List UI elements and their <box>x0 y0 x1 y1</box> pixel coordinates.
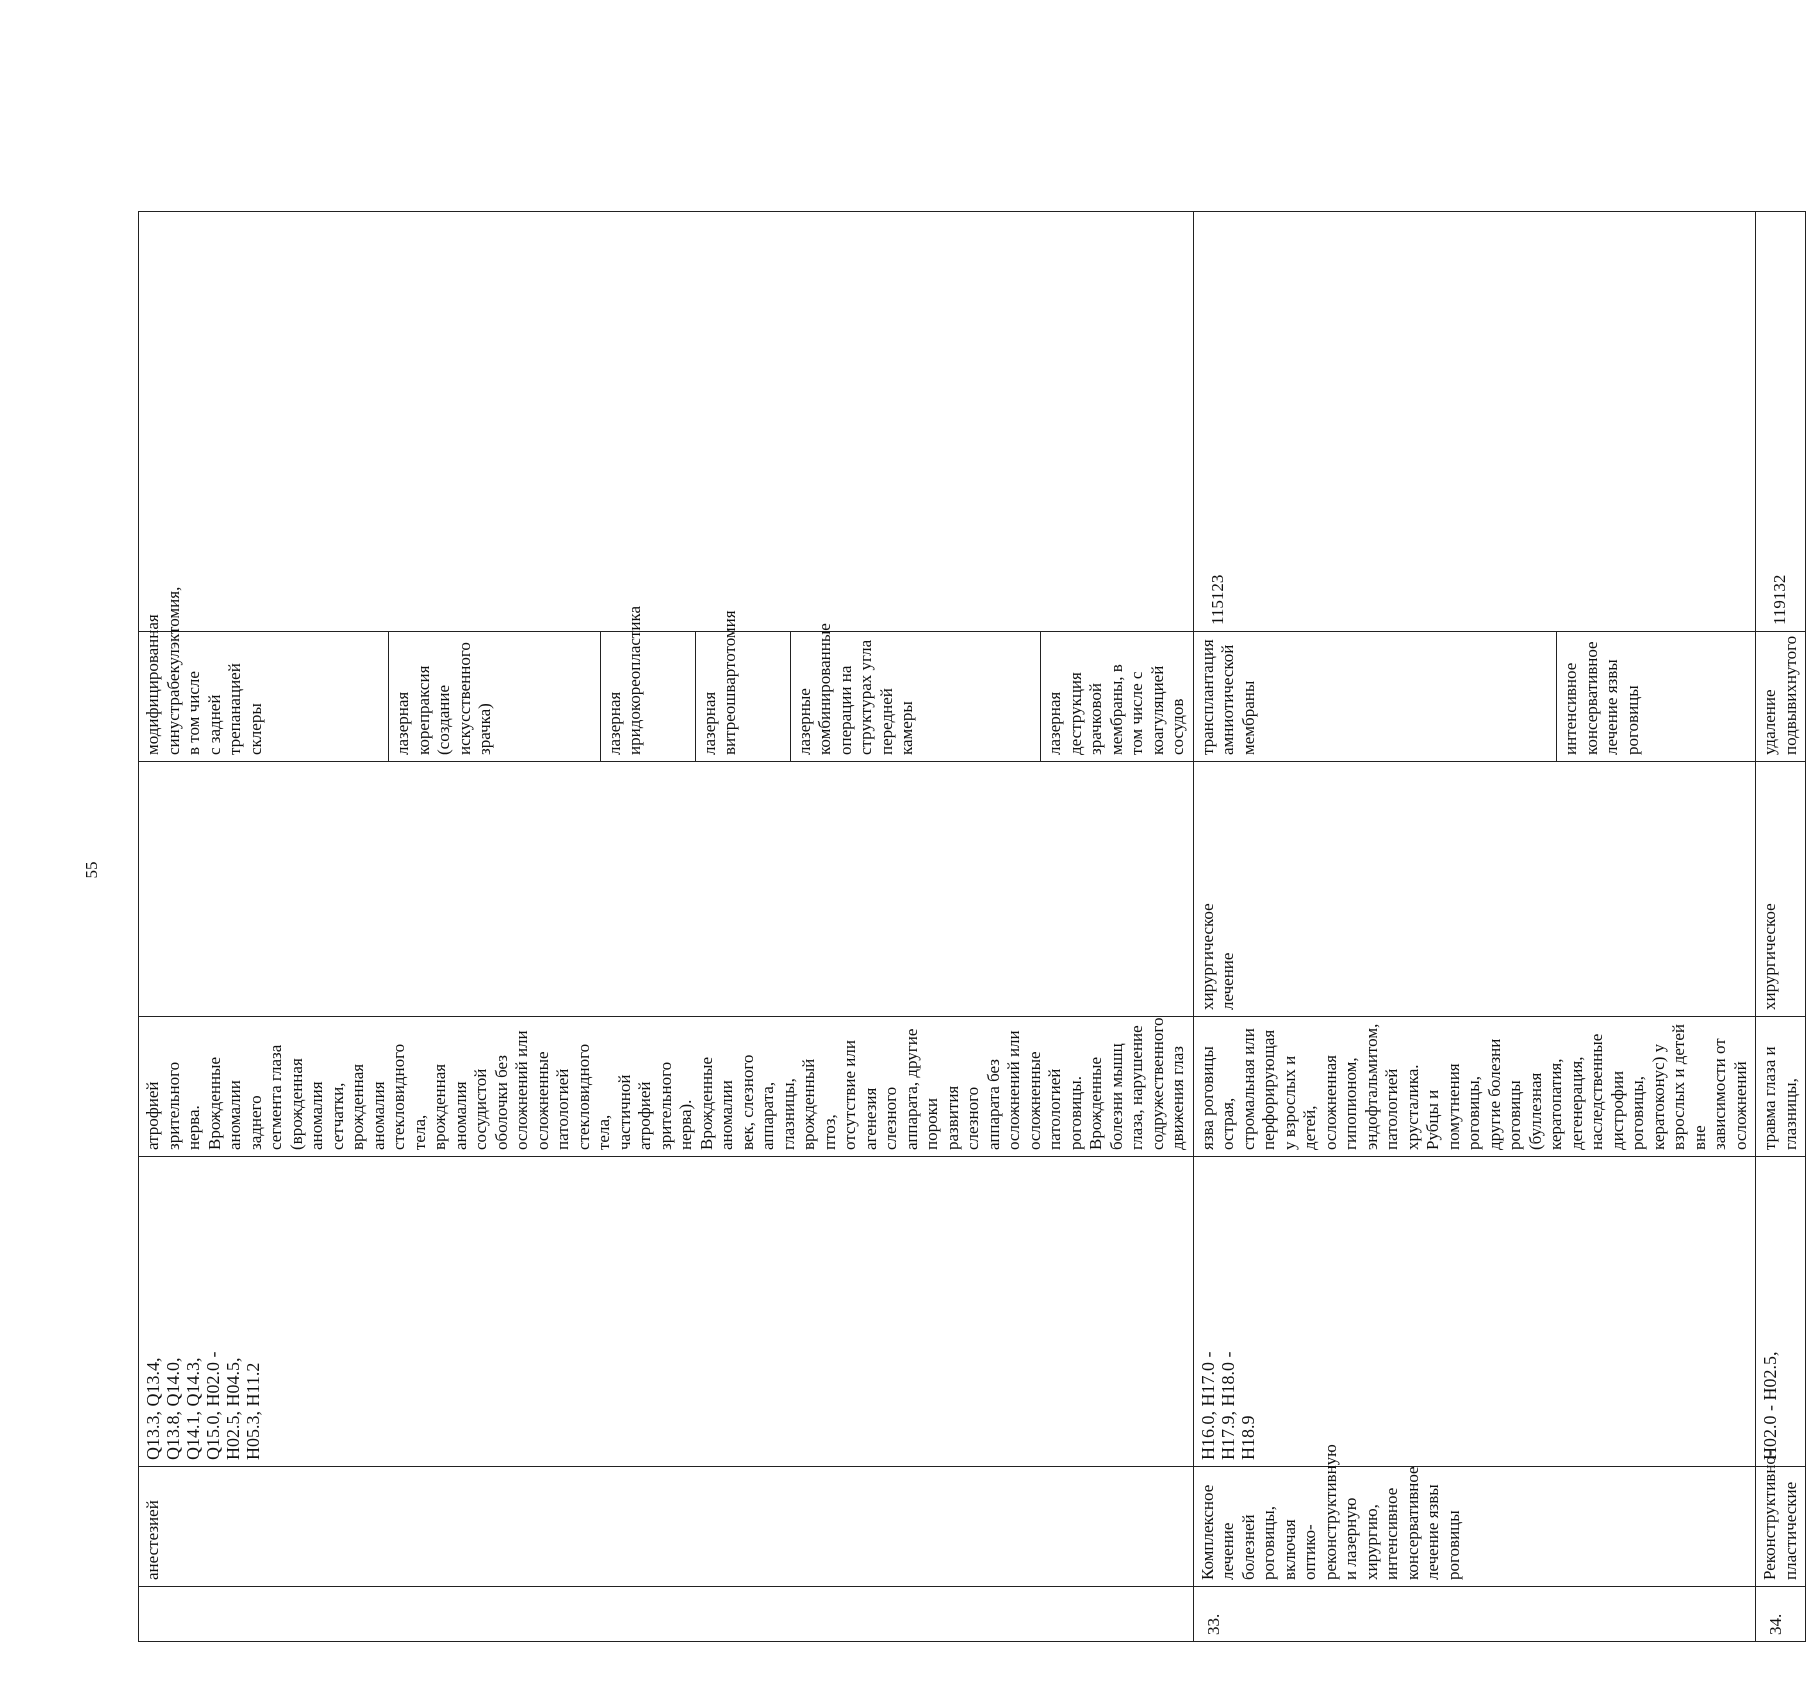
icd-codes: Q13.3, Q13.4, Q13.8, Q14.0, Q14.1, Q14.3, Q15.0, H02.0 - H02.5, H04.5, H05.3, H11.2 <box>139 1157 1194 1467</box>
treatment-method: лазерная витреошвартотомия <box>695 632 790 762</box>
row-number <box>139 1587 1194 1642</box>
treatment-type <box>139 762 1194 1017</box>
care-type-name: Реконструктивно-пластические <box>1756 1467 1806 1587</box>
patient-model: травма глаза и глазницы, <box>1756 1017 1806 1157</box>
icd-codes: H02.0 - H02.5, <box>1756 1157 1806 1467</box>
table-row <box>1756 52 1806 1642</box>
cost-value: 119132 <box>1756 212 1806 632</box>
treatment-method: лазерная корепраксия (создание искусственного зрачка) <box>389 632 601 762</box>
document-table-rotated <box>138 52 1800 1642</box>
patient-model: атрофией зрительного нерва. Врожденные аномалии заднего сегмента глаза (врожденная аномалия сетчатки, врожденная аномалия стекловидного тела, врожденная аномалия сосудистой оболочки без осложнений или осложненные патологией стекловидного тела, частичной атрофией зрительного нерва). Врожденные аномалии век, слезного аппарата, глазницы, врожденный птоз, отсутствие или агенезия слезного аппарата, другие пороки развития слезного аппарата без осложнений или осложненные патологией роговицы. Врожденные болезни мышц глаза, нарушение содружественного движения глаз <box>139 1017 1194 1157</box>
cost-value <box>139 212 1194 632</box>
care-type-name: анестезией <box>139 1467 1194 1587</box>
table-row <box>139 52 389 1642</box>
row-number: 34. <box>1756 1587 1806 1642</box>
icd-codes: H16.0, H17.0 - H17.9, H18.0 - H18.9 <box>1193 1157 1756 1467</box>
treatment-type: хирургическое лечение <box>1193 762 1756 1017</box>
treatment-method: удаление подвывихнутого <box>1756 632 1806 762</box>
table-row <box>1193 52 1557 1642</box>
cost-value: 115123 <box>1193 212 1756 632</box>
treatment-method: лазерная деструкция зрачковой мембраны, в том числе с коагуляцией сосудов <box>1041 632 1194 762</box>
patient-model: язва роговицы острая, стромальная или перфорирующая у взрослых и детей, осложненная гипопионом, эндофтальмитом, патологией хрусталика. Рубцы и помутнения роговицы, другие болезни роговицы (буллезная кератопатия, дегенерация, наследственные дистрофии роговицы, кератоконус) у взрослых и детей вне зависимости от осложнений <box>1193 1017 1756 1157</box>
treatment-method: трансплантация амниотической мембраны <box>1193 632 1557 762</box>
page-number: 55 <box>82 861 101 879</box>
medical-care-table <box>138 51 1806 1642</box>
care-type-name: Комплексное лечение болезней роговицы, включая оптико- реконструктивную и лазерную хирургию, интенсивное консервативное лечение язвы роговицы <box>1193 1467 1756 1587</box>
treatment-method: лазерная иридокореопластика <box>600 632 695 762</box>
treatment-method: интенсивное консервативное лечение язвы роговицы <box>1557 632 1756 762</box>
row-number: 33. <box>1193 1587 1756 1642</box>
treatment-method: лазерные комбинированные операции на структурах угла передней камеры <box>790 632 1040 762</box>
treatment-method: модифицированная синустрабекулэктомия, в том числе с задней трепанацией склеры <box>139 632 389 762</box>
treatment-type: хирургическое <box>1756 762 1806 1017</box>
